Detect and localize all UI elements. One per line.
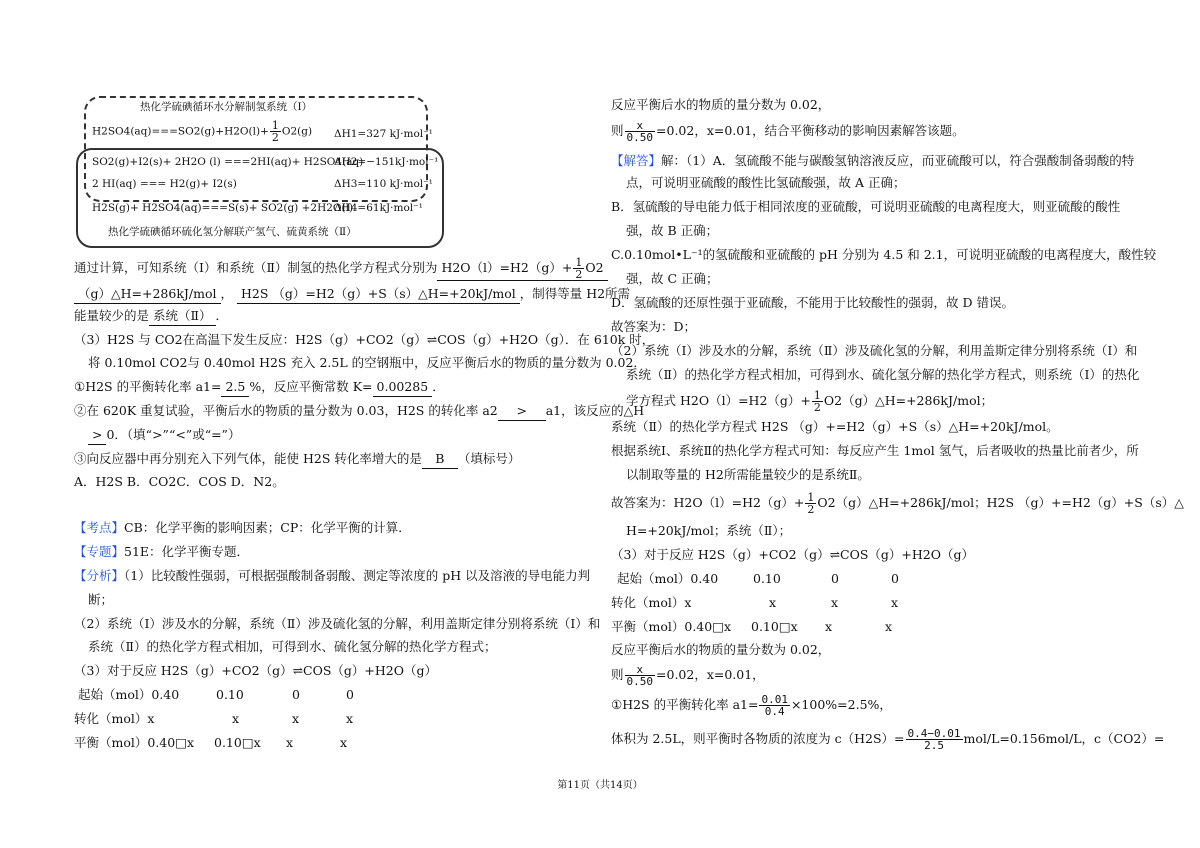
right-line-21: 则 $\frac{x}{0.50}$ =0.02，x=0.01， bbox=[611, 663, 765, 688]
right-line-12: 系统（Ⅱ）的热化学方程式相加，可得到水、硫化氢分解的热化学方程式，则系统（Ⅰ）的热化 bbox=[626, 367, 1140, 382]
left-line-5: 将 0.10mol CO2与 0.40mol H2S 充入 2.5L 的空钢瓶中，反应平衡后水的物质的量分数为 0.02． bbox=[88, 355, 646, 370]
right-line-18: H=+20kJ/mol；系统（Ⅱ）； bbox=[626, 523, 792, 538]
left-line-7: ②在 620K 重复试验，平衡后水的物质的量分数为 0.03，H2S 的转化率 a2 > a1，该反应的△H bbox=[74, 402, 644, 421]
left-line-8: > 0．（填“>”“<”或“=”） bbox=[88, 426, 240, 445]
figure-title-bottom: 热化学硫碘循环硫化氢分解联产氢气、硫黄系统（Ⅱ） bbox=[108, 226, 357, 238]
right-line-23: 体积为 2.5L，则平衡时各物质的浓度为 c（H2S）= $\frac{0.4-0.01}{2.5}$ mol/L=0.156mol/L，c（CO2）= bbox=[611, 727, 1165, 752]
right-line-4: 点，可说明亚硫酸的酸性比氢硫酸强，故 A 正确； bbox=[626, 175, 906, 190]
fenxi-line-1: 【分析】（1）比较酸性强弱，可根据强酸制备弱酸、测定等浓度的 pH 以及溶液的导电能力判 bbox=[74, 568, 591, 583]
right-line-1: 反应平衡后水的物质的量分数为 0.02， bbox=[611, 97, 831, 112]
right-line-17: 故答案为：H2O（l）=H2（g）+ $\frac{1}{2}$ O2（g）△H=+286kJ/mol；H2S （g）+=H2（g）+S（s）△ bbox=[611, 491, 1184, 516]
right-line-8: 强，故 C 正确； bbox=[626, 271, 719, 286]
right-line-10: 故答案为：D； bbox=[611, 319, 697, 334]
figure-row4: H2S(g)+ H2SO4(aq)===S(s)+ SO2(g) +2H2O(l) bbox=[92, 202, 354, 214]
right-line-22: ①H2S 的平衡转化率 a1= $\frac{0.01}{0.4}$ ×100%=2.5%， bbox=[611, 693, 892, 718]
figure-row2-dh: ΔH2=−151kJ·mol⁻¹ bbox=[334, 156, 439, 168]
right-line-3: 【解答】解：（1）A．氢硫酸不能与碳酸氢钠溶液反应，而亚硫酸可以，符合强酸制备弱酸的特 bbox=[611, 153, 1135, 168]
figure-title-top: 热化学硫碘循环水分解制氢系统（Ⅰ） bbox=[140, 101, 313, 113]
left-line-3: 能量较少的是 系统（Ⅱ） ． bbox=[74, 307, 228, 326]
figure-row3-dh: ΔH3=110 kJ·mol⁻¹ bbox=[334, 178, 433, 190]
figure-row4-dh: ΔH4=61kJ·mol⁻¹ bbox=[334, 202, 423, 214]
figure-row3: 2 HI(aq) === H2(g)+ I2(s) bbox=[92, 178, 237, 190]
fenxi-line-4: 系统（Ⅱ）的热化学方程式相加，可得到水、硫化氢分解的热化学方程式； bbox=[88, 639, 497, 654]
fenxi-line-2: 断； bbox=[88, 592, 114, 607]
left-line-4: （3）H2S 与 CO2在高温下发生反应：H2S（g）+CO2（g）⇌COS（g）+H2O（g）．在 610k 时， bbox=[74, 332, 655, 347]
fenxi-line-5: （3）对于反应 H2S（g）+CO2（g）⇌COS（g）+H2O（g） bbox=[74, 663, 438, 678]
right-line-13: 学方程式 H2O（l）=H2（g）+ $\frac{1}{2}$ O2（g）△H=+286kJ/mol； bbox=[626, 389, 994, 414]
right-line-14: 系统（Ⅱ）的热化学方程式 H2S （g）+=H2（g）+S（s）△H=+20kJ/mol。 bbox=[611, 419, 1059, 434]
figure-row1-dh: ΔH1=327 kJ·mol⁻¹ bbox=[334, 128, 433, 140]
left-line-10: A．H2S B．CO2C．COS D．N2。 bbox=[74, 474, 285, 489]
right-line-9: D．氢硫酸的还原性强于亚硫酸，不能用于比较酸性的强弱，故 D 错误。 bbox=[611, 295, 1014, 310]
left-table-row-2: 转化（mol）x x x x bbox=[74, 711, 354, 726]
right-line-11: （2）系统（Ⅰ）涉及水的分解，系统（Ⅱ）涉及硫化氢的分解，利用盖斯定律分别将系统（Ⅰ）和 bbox=[611, 343, 1138, 358]
right-line-19: （3）对于反应 H2S（g）+CO2（g）⇌COS（g）+H2O（g） bbox=[611, 547, 975, 562]
right-table-row-3: 平衡（mol）0.40□x 0.10□x x x bbox=[611, 619, 893, 634]
left-table-row-3: 平衡（mol）0.40□x 0.10□x x x bbox=[74, 735, 348, 750]
left-line-2: （g）△H=+286kJ/mol ， H2S （g）=H2（g）+S（s）△H=+20kJ/mol ，制得等量 H2所需 bbox=[74, 285, 630, 304]
left-line-1: 通过计算，可知系统（Ⅰ）和系统（Ⅱ）制氢的热化学方程式分别为 H2O（l）=H2（g）+ $\frac{1}{2}$ O2 bbox=[74, 257, 608, 281]
figure-row2: SO2(g)+I2(s)+ 2H2O (l) ===2HI(aq)+ H2SO4(aq) bbox=[92, 156, 364, 168]
left-line-9: ③向反应器中再分别充入下列气体，能使 H2S 转化率增大的是 B （填标号） bbox=[74, 450, 520, 469]
right-table-row-1: 起始（mol）0.40 0.10 0 0 bbox=[617, 571, 899, 586]
right-line-6: 强，故 B 正确； bbox=[626, 223, 719, 238]
page-footer: 第11页（共14页） bbox=[557, 780, 643, 791]
right-table-row-2: 转化（mol）x x x x bbox=[611, 595, 899, 610]
right-line-16: 以制取等量的 H2所需能量较少的是系统Ⅱ。 bbox=[626, 467, 870, 482]
right-line-2: 则 $\frac{x}{0.50}$ =0.02，x=0.01，结合平衡移动的影响因素解答该题。 bbox=[611, 119, 965, 144]
right-line-15: 根据系统Ⅰ、系统Ⅱ的热化学方程式可知：每反应产生 1mol 氢气，后者吸收的热量比前者少，所 bbox=[611, 443, 1139, 458]
zhuanti-line: 【专题】51E：化学平衡专题． bbox=[74, 544, 250, 559]
right-line-7: C.0.10mol•L⁻¹的氢硫酸和亚硫酸的 pH 分别为 4.5 和 2.1，可说明亚硫酸的电离程度大，酸性较 bbox=[611, 247, 1157, 262]
fenxi-line-3: （2）系统（Ⅰ）涉及水的分解，系统（Ⅱ）涉及硫化氢的分解，利用盖斯定律分别将系统（Ⅰ）和 bbox=[74, 616, 601, 631]
right-line-20: 反应平衡后水的物质的量分数为 0.02， bbox=[611, 642, 831, 657]
figure-row1: H2SO4(aq)===SO2(g)+H2O(l)+ $\frac{1}{2}$ O2(g) bbox=[92, 119, 313, 144]
left-line-6: ①H2S 的平衡转化率 a1= 2.5 %，反应平衡常数 K= 0.00285 ． bbox=[74, 378, 445, 397]
right-line-5: B．氢硫酸的导电能力低于相同浓度的亚硫酸，可说明亚硫酸的电离程度大，则亚硫酸的酸性 bbox=[611, 199, 1121, 214]
kaodian-line: 【考点】CB：化学平衡的影响因素；CP：化学平衡的计算． bbox=[74, 520, 411, 535]
left-table-row-1: 起始（mol）0.40 0.10 0 0 bbox=[78, 687, 354, 702]
